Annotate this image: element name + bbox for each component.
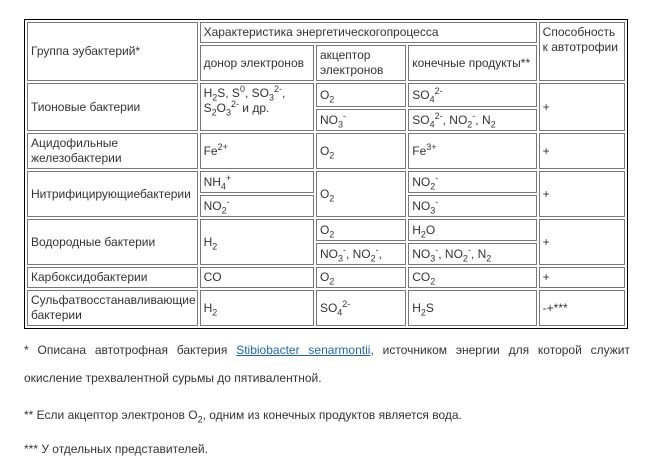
row-hydrogen-product-2: $NO_3^-$, $NO_2^-$, $N_2$: [408, 243, 536, 265]
row-carboxy-acceptor: $O_2$: [316, 267, 406, 288]
header-products: конечные продукты**: [408, 45, 536, 81]
row-hydrogen-name: Водородные бактерии: [27, 219, 198, 265]
row-nitro-donor-2: $NO_2^-$: [200, 195, 314, 217]
row-sulfate-name: Сульфатвосстанавливающие бактерии: [27, 290, 198, 326]
row-sulfate-acceptor: $SO_4^{2-}$: [316, 290, 406, 326]
header-acceptor: акцептор электронов: [316, 45, 406, 81]
row-thionic-donor: [200, 83, 314, 131]
donor-line-2: $S_2O_3^{2-}$ и др.: [203, 99, 270, 118]
footnote-3: *** У отдельных представителей.: [24, 442, 208, 456]
row-hydrogen-product-1: $H_2O$: [408, 219, 536, 241]
stibiobacter-link[interactable]: Stibiobacter senarmontii: [236, 343, 371, 357]
row-thionic-product-1: $SO_4^{2-}$: [408, 83, 536, 107]
footnote-1: * Описана автотрофная бактерия Stibiobacter senarmontii, источником энергии для которой служит окисление трехвалентной сурьмы до пятивалентной.: [24, 343, 631, 385]
donor-line-1: $H_2S$, $S^0$, $SO_3^{2-}$,: [203, 84, 286, 103]
row-carboxy-autotrophy: +: [539, 267, 625, 288]
row-nitro-product-1: $NO_2^-$: [408, 171, 536, 193]
row-nitro-autotrophy: +: [539, 171, 625, 217]
eubacteria-table: [24, 19, 628, 329]
row-sulfate-donor: $H_2$: [200, 290, 314, 326]
row-nitro-donor-1: $NH_4^+$: [200, 171, 314, 193]
row-ferro-acceptor: $O_2$: [316, 133, 406, 169]
row-nitro-name: Нитрифицирующиебактерии: [27, 171, 198, 217]
footnotes: [24, 336, 630, 456]
header-group: Группа эубактерий*: [27, 22, 198, 81]
row-sulfate-autotrophy: -+***: [539, 290, 625, 326]
row-hydrogen-donor: $H_2$: [200, 219, 314, 265]
row-carboxy-product: $CO_2$: [408, 267, 536, 288]
row-carboxy-name: Карбоксидобактерии: [27, 267, 198, 288]
row-sulfate-product: $H_2S$: [408, 290, 536, 326]
row-thionic-name: Тионовые бактерии: [27, 83, 198, 131]
row-ferro-donor: $Fe^{2+}$: [200, 133, 314, 169]
row-carboxy-donor: CO: [200, 267, 314, 288]
row-hydrogen-acceptor-1: $O_2$: [316, 219, 406, 241]
row-ferro-product: $Fe^{3+}$: [408, 133, 536, 169]
row-thionic-acceptor-1: $O_2$: [316, 83, 406, 107]
row-thionic-product-2: $SO_4^{2-}$, $NO_2^-$, $N_2$: [408, 109, 536, 131]
footnote-2: ** Если акцептор электронов $O_2$, одним из конечных продуктов является вода.: [24, 408, 462, 425]
header-characteristic: Характеристика энергетическогопроцесса: [200, 22, 537, 43]
row-thionic-acceptor-2: $NO_3^-$: [316, 109, 406, 131]
row-thionic-autotrophy: +: [539, 83, 625, 131]
header-donor: донор электронов: [200, 45, 314, 81]
row-hydrogen-autotrophy: +: [539, 219, 625, 265]
row-hydrogen-acceptor-2: $NO_3^-$, $NO_2^-$,: [316, 243, 406, 265]
row-nitro-product-2: $NO_3^-$: [408, 195, 536, 217]
row-nitro-acceptor: $O_2$: [316, 171, 406, 217]
row-ferro-autotrophy: +: [539, 133, 625, 169]
row-ferro-name: Ацидофильные железобактерии: [27, 133, 198, 169]
header-autotrophy: Способность к автотрофии: [539, 22, 625, 81]
